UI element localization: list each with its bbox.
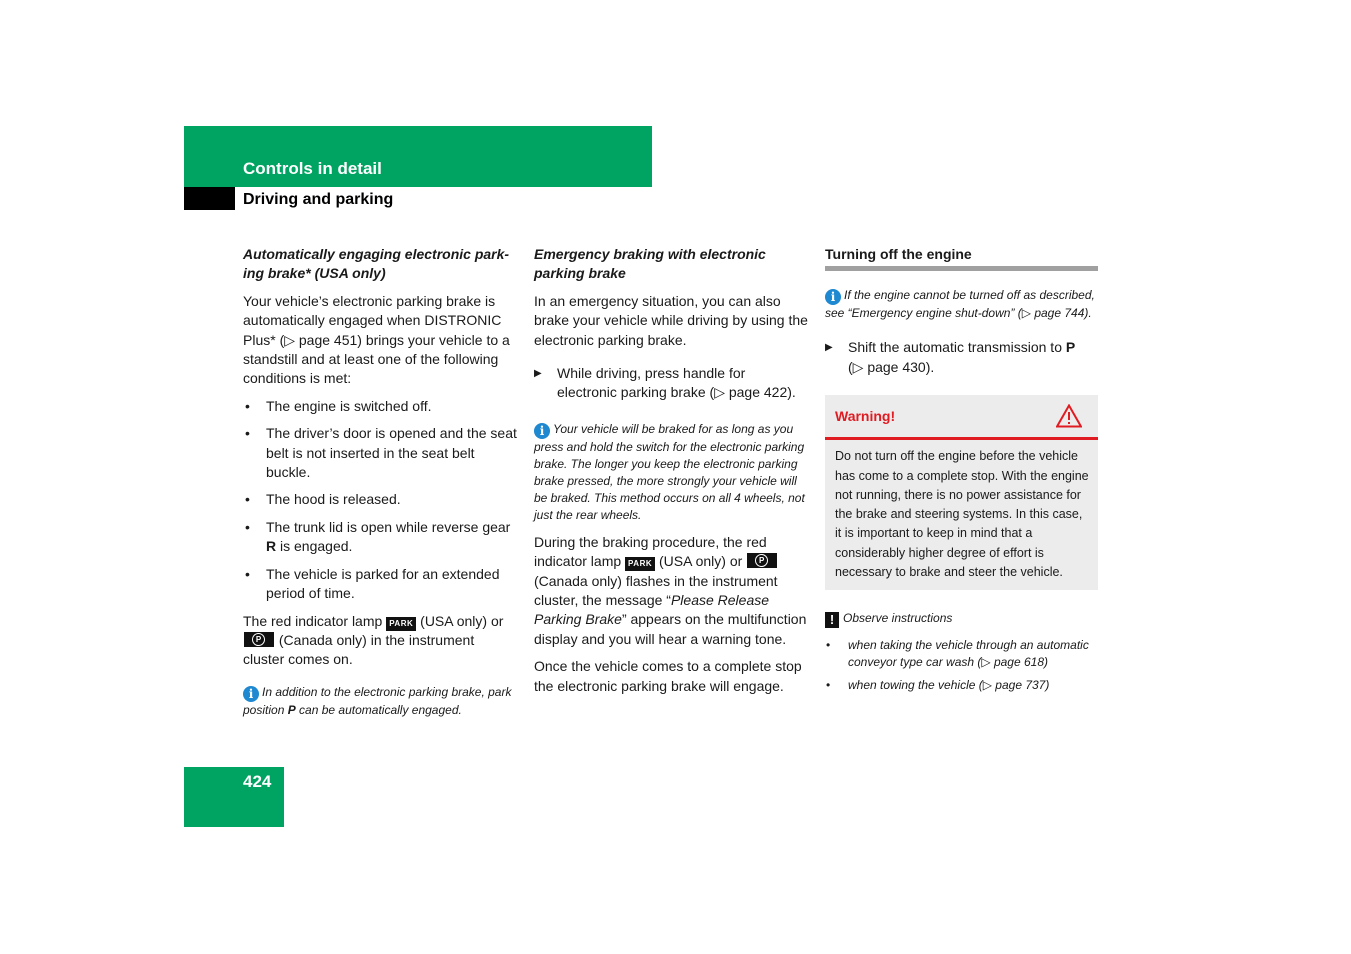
action-step (825, 338, 1098, 377)
warning-label: Warning! (835, 408, 896, 425)
display-message: Please Release Parking Brake (534, 592, 770, 628)
text: (Canada only) flashes in the instrument cluster, the message “ (534, 572, 778, 609)
info-note (534, 421, 809, 524)
action-arrow-icon: ▶ (825, 342, 833, 354)
header-tab-marker (184, 187, 235, 210)
observe-list (825, 637, 1098, 694)
observe-heading (825, 610, 1098, 628)
page-number: 424 (243, 772, 272, 791)
gear-letter: R (266, 538, 277, 555)
text: is engaged. (276, 538, 353, 555)
heading-line: parking brake (534, 265, 626, 282)
final-paragraph: Once the vehicle comes to a complete stop the electronic parking brake will engage. (534, 658, 802, 694)
text: ” appears on the multifunction display and you will hear a warning tone. (534, 611, 807, 647)
warning-triangle-icon (1056, 404, 1082, 428)
park-lamp-icon: PARK (386, 617, 416, 631)
heading-auto-engage (243, 245, 518, 284)
page-reference: ▷ page 451 (284, 331, 358, 348)
braking-paragraph (534, 533, 809, 649)
text: During the braking procedure, the red indicator lamp (534, 533, 767, 570)
info-icon: i (534, 423, 550, 439)
info-icon: i (825, 289, 841, 305)
warning-header (825, 395, 1098, 440)
action-step (534, 364, 809, 403)
section-title: Controls in detail (243, 159, 382, 178)
subsection-title: Driving and parking (243, 191, 394, 208)
text: ). (787, 384, 796, 401)
text: The red indicator lamp (243, 612, 387, 629)
info-icon: i (243, 686, 259, 702)
warning-box (825, 395, 1098, 590)
list-item: • The vehicle is parked for an extended period of time. (243, 565, 518, 604)
text: While driving, press handle for electronic parking brake ( (557, 365, 746, 401)
exclamation-icon: ! (825, 612, 839, 628)
list-item: • when taking the vehicle through an automatic conveyor type car wash (▷ page 618) (825, 637, 1098, 671)
list-item: • The hood is released. (243, 490, 518, 509)
page-reference: ▷ page 422 (714, 384, 788, 401)
column-turning-off (825, 245, 1098, 700)
park-lamp-icon: PARK (625, 557, 655, 571)
parking-brake-lamp-icon: P (747, 553, 777, 568)
column-emergency-braking (534, 245, 809, 704)
page-number-box (184, 767, 284, 827)
gear-letter: P (287, 702, 296, 717)
list-item: • The driver’s door is opened and the seat belt is not inserted in the seat belt buckle. (243, 424, 518, 482)
page-reference: (▷ page 430). (848, 358, 935, 375)
text: can be automatically engaged. (295, 702, 462, 717)
text: In addition to the electronic parking brake, park position (243, 684, 512, 717)
text: The trunk lid is open while reverse gear (266, 518, 511, 535)
action-arrow-icon: ▶ (534, 368, 542, 380)
text: Observe instructions (843, 611, 953, 626)
list-item: • when towing the vehicle (▷ page 737) (825, 677, 1098, 694)
text: (USA only) or (655, 553, 747, 570)
list-item: • The engine is switched off. (243, 397, 518, 416)
heading-line: ing brake* (USA only) (243, 265, 386, 282)
text: (USA only) or (416, 612, 504, 629)
parking-brake-lamp-icon: P (244, 632, 274, 647)
lamp-paragraph (243, 612, 518, 670)
text: (Canada only) in the instrument cluster comes on. (243, 631, 475, 668)
text: Shift the automatic transmission to (848, 339, 1066, 356)
heading-emergency-braking (534, 245, 809, 284)
intro-paragraph (243, 292, 518, 389)
conditions-list (243, 397, 518, 604)
list-item (243, 518, 518, 557)
column-auto-engage (243, 245, 518, 728)
heading-line: Automatically engaging electronic park- (243, 246, 510, 262)
gear-letter: P (1065, 339, 1076, 356)
heading-line: Emergency braking with electronic (534, 246, 766, 262)
info-note (825, 287, 1098, 322)
heading-turning-off: Turning off the engine (825, 245, 1098, 271)
warning-text: Do not turn off the engine before the vehicle has come to a complete stop. With the engine not running, there is no power assistance for the brake and steering systems. In this case, it is important to keep in mind that a considerably higher degree of effort is necessary to brake and steer the vehicle. (835, 449, 1089, 579)
text: ) brings your vehicle to a standstill and at least one of the following conditions is met: (243, 331, 510, 387)
text: Your vehicle’s electronic parking brake is automatically engaged when DISTRONIC Plus* ( (243, 292, 502, 348)
text: If the engine cannot be turned off as described, see “Emergency engine shut-down” (▷ page 744). (825, 288, 1095, 321)
info-note (243, 684, 518, 719)
text: Your vehicle will be braked for as long as you press and hold the switch for the electronic parking brake. The longer you keep the electronic parking brake pressed, the more strongly your vehicle will be braked. This method occurs on all 4 wheels, not just the rear wheels. (534, 421, 805, 522)
intro-paragraph: In an emergency situation, you can also brake your vehicle while driving by using the electronic parking brake. (534, 292, 808, 348)
